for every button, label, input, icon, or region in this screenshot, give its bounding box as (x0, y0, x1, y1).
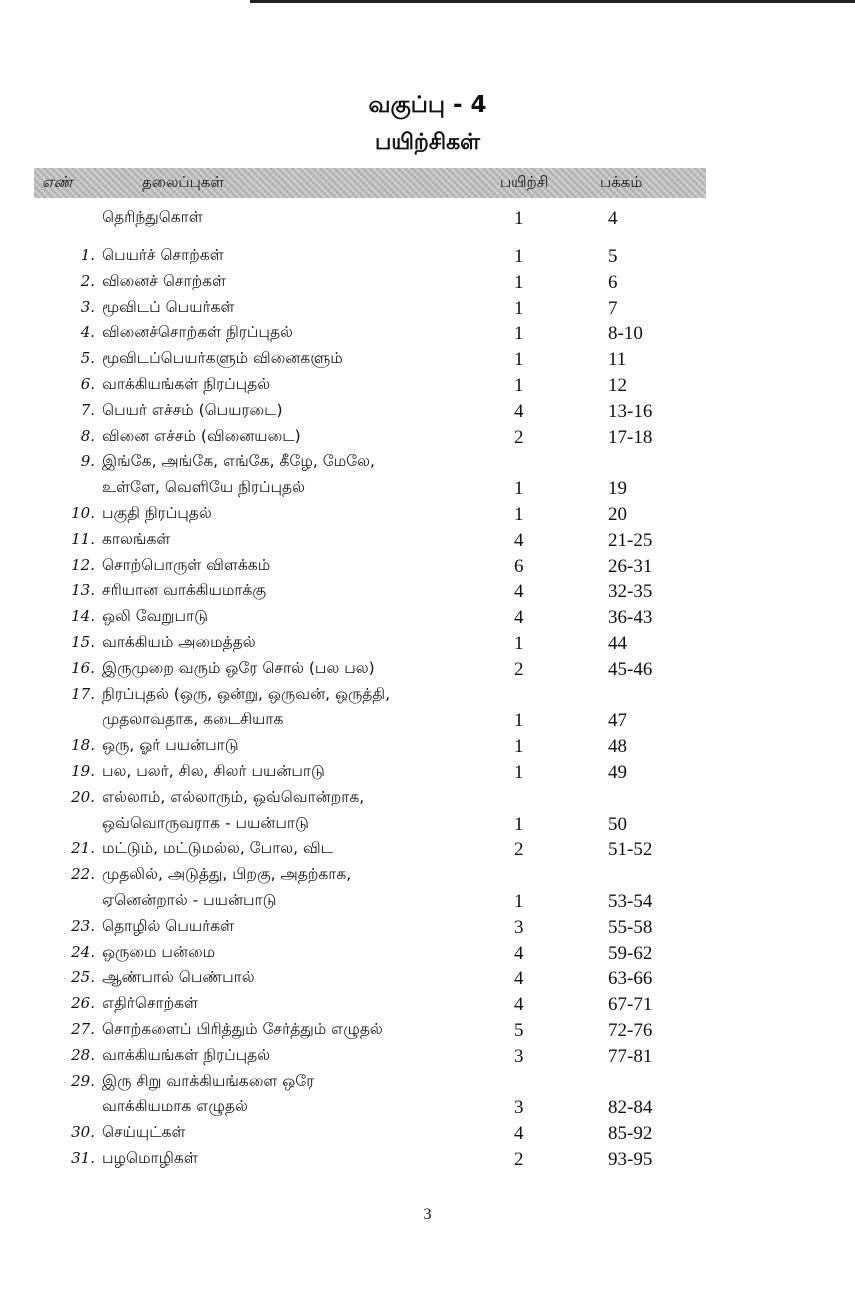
row-topic: மட்டும், மட்டுமல்ல, போல, விட (102, 839, 334, 858)
row-number: 20. (71, 787, 95, 806)
row-page: 50 (608, 813, 627, 835)
row-exercise-count: 2 (514, 1149, 524, 1170)
row-page: 85-92 (608, 1123, 653, 1145)
row-exercise-count: 1 (514, 762, 524, 783)
row-exercise-count: 1 (514, 710, 524, 732)
row-topic: நிரப்புதல் (ஒரு, ஒன்று, ஒருவன், ஒருத்தி, (102, 684, 391, 703)
row-topic: வாக்கியம் அமைத்தல் (102, 633, 256, 651)
row-number: 25. (71, 968, 95, 987)
row-exercise-count: 6 (514, 555, 524, 577)
row-number: 5. (80, 349, 95, 368)
row-number: 28. (71, 1045, 95, 1064)
row-number: 14. (71, 607, 95, 626)
row-number: 8. (80, 426, 95, 445)
row-exercise-count: 4 (514, 581, 524, 603)
row-page: 63-66 (608, 968, 653, 990)
row-topic: ஏனென்றால் - பயன்பாடு (102, 891, 277, 909)
row-topic: வினைச் சொற்கள் (102, 271, 227, 290)
row-exercise-count: 2 (514, 426, 524, 448)
row-exercise-count: 1 (514, 504, 524, 525)
row-exercise-count: 4 (514, 1123, 524, 1145)
row-page: 53-54 (608, 891, 653, 912)
row-topic: எல்லாம், எல்லாரும், ஒவ்வொன்றாக, (102, 787, 365, 806)
row-number: 19. (71, 762, 95, 780)
header-topic: தலைப்புகள் (142, 173, 224, 191)
row-number: 11. (71, 529, 95, 548)
header-page: பக்கம் (600, 173, 643, 191)
row-number: 13. (71, 581, 95, 600)
row-page: 48 (608, 736, 627, 758)
row-number: 21. (71, 839, 95, 858)
row-topic: தொழில் பெயர்கள் (102, 916, 235, 935)
row-exercise-count: 4 (514, 529, 524, 551)
top-border-line (250, 0, 855, 3)
row-exercise-count: 4 (514, 994, 524, 1016)
row-page: 17-18 (608, 426, 653, 448)
row-exercise-count: 1 (514, 297, 524, 319)
row-exercise-count: 4 (514, 400, 524, 422)
row-exercise-count: 1 (514, 813, 524, 835)
row-number: 15. (71, 633, 95, 651)
row-topic: சொற்களைப் பிரித்தும் சேர்த்தும் எழுதல் (102, 1020, 383, 1038)
row-page: 72-76 (608, 1020, 653, 1041)
row-page: 45-46 (608, 658, 653, 680)
row-page: 67-71 (608, 994, 653, 1016)
row-number: 29. (71, 1071, 95, 1090)
row-topic: எதிர்சொற்கள் (102, 994, 199, 1013)
row-topic: பகுதி நிரப்புதல் (102, 504, 212, 522)
row-exercise-count: 1 (514, 323, 524, 345)
row-topic: முதலாவதாக, கடைசியாக (102, 710, 284, 729)
row-topic: இருமுறை வரும் ஒரே சொல் (பல பல) (102, 658, 375, 677)
row-page: 6 (608, 271, 618, 293)
row-page: 21-25 (608, 529, 653, 551)
row-exercise-count: 3 (514, 1097, 524, 1119)
row-exercise-count: 1 (514, 736, 524, 758)
page-title: வகுப்பு - 4 (368, 92, 487, 118)
row-number: 30. (71, 1123, 95, 1142)
row-topic: வினைச்சொற்கள் நிரப்புதல் (102, 323, 293, 342)
row-topic: ஆண்பால் பெண்பால் (102, 968, 255, 987)
row-topic: பெயர் எச்சம் (பெயரடை) (102, 400, 283, 419)
row-exercise-count: 1 (514, 633, 524, 654)
row-topic: பெயர்ச் சொற்கள் (102, 246, 224, 264)
row-page: 13-16 (608, 400, 653, 422)
row-number: 3. (80, 297, 95, 316)
row-page: 4 (608, 208, 618, 229)
row-page: 32-35 (608, 581, 653, 603)
row-page: 11 (608, 349, 627, 371)
row-page: 44 (608, 633, 627, 654)
row-topic: உள்ளே, வெளியே நிரப்புதல் (102, 478, 306, 497)
row-topic: ஒலி வேறுபாடு (102, 607, 208, 626)
row-topic: சொற்பொருள் விளக்கம் (102, 555, 271, 574)
row-number: 2. (80, 271, 95, 290)
row-exercise-count: 4 (514, 942, 524, 964)
row-topic: மூவிடப் பெயர்கள் (102, 297, 235, 316)
row-page: 19 (608, 478, 627, 500)
row-exercise-count: 2 (514, 658, 524, 680)
page-number: 3 (423, 1206, 432, 1223)
row-page: 5 (608, 246, 618, 267)
row-number: 26. (71, 994, 95, 1013)
row-page: 12 (608, 375, 627, 396)
row-page: 7 (608, 297, 618, 319)
row-exercise-count: 1 (514, 891, 524, 912)
row-page: 8-10 (608, 323, 643, 345)
row-exercise-count: 3 (514, 1045, 524, 1067)
row-page: 51-52 (608, 839, 653, 861)
row-page: 49 (608, 762, 627, 783)
row-topic: ஒரு, ஓர் பயன்பாடு (102, 736, 239, 755)
table-header (34, 168, 706, 198)
row-page: 47 (608, 710, 627, 732)
row-page: 36-43 (608, 607, 653, 629)
row-exercise-count: 4 (514, 607, 524, 629)
row-page: 26-31 (608, 555, 653, 577)
row-number: 31. (71, 1149, 95, 1167)
page-subtitle: பயிற்சிகள் (374, 130, 481, 155)
header-exercise: பயிற்சி (500, 173, 549, 191)
row-exercise-count: 3 (514, 916, 524, 938)
row-number: 7. (80, 400, 95, 419)
row-page: 77-81 (608, 1045, 653, 1067)
row-topic: முதலில், அடுத்து, பிறகு, அதற்காக, (102, 865, 352, 884)
row-exercise-count: 2 (514, 839, 524, 861)
row-topic: இங்கே, அங்கே, எங்கே, கீழே, மேலே, (102, 452, 375, 471)
row-exercise-count: 1 (514, 271, 524, 293)
row-topic: ஒருமை பன்மை (102, 942, 216, 961)
row-topic: காலங்கள் (102, 529, 171, 548)
row-number: 10. (71, 504, 95, 522)
row-number: 23. (71, 916, 95, 935)
row-topic: செய்யுட்கள் (102, 1123, 186, 1142)
row-page: 55-58 (608, 916, 653, 938)
row-number: 17. (71, 684, 95, 703)
row-topic: வாக்கியங்கள் நிரப்புதல் (102, 1045, 271, 1064)
row-page: 20 (608, 504, 627, 525)
row-page: 82-84 (608, 1097, 653, 1119)
row-number: 16. (71, 658, 95, 677)
row-topic: ஒவ்வொருவராக - பயன்பாடு (102, 813, 309, 832)
row-number: 6. (80, 375, 95, 393)
row-number: 27. (71, 1020, 95, 1038)
row-number: 12. (71, 555, 95, 574)
row-number: 24. (71, 942, 95, 961)
row-topic: வாக்கியங்கள் நிரப்புதல் (102, 375, 271, 393)
row-number: 18. (71, 736, 95, 755)
row-topic: இரு சிறு வாக்கியங்களை ஒரே (102, 1071, 315, 1090)
row-topic: பழமொழிகள் (102, 1149, 198, 1167)
row-topic: வாக்கியமாக எழுதல் (102, 1097, 248, 1116)
row-topic: பல, பலர், சில, சிலர் பயன்பாடு (102, 762, 325, 780)
row-exercise-count: 1 (514, 208, 524, 229)
header-number: எண் (42, 173, 73, 191)
row-exercise-count: 4 (514, 968, 524, 990)
row-number: 1. (80, 246, 95, 264)
row-page: 93-95 (608, 1149, 653, 1170)
row-exercise-count: 1 (514, 478, 524, 500)
row-exercise-count: 1 (514, 246, 524, 267)
row-number: 4. (80, 323, 95, 342)
row-number: 22. (71, 865, 95, 884)
row-topic: தெரிந்துகொள் (102, 208, 203, 226)
row-exercise-count: 5 (514, 1020, 524, 1041)
row-topic: சரியான வாக்கியமாக்கு (102, 581, 267, 600)
row-topic: வினை எச்சம் (வினையடை) (102, 426, 301, 445)
row-page: 59-62 (608, 942, 653, 964)
row-number: 9. (80, 452, 95, 471)
row-exercise-count: 1 (514, 349, 524, 371)
row-topic: மூவிடப்பெயர்களும் வினைகளும் (102, 349, 343, 368)
row-exercise-count: 1 (514, 375, 524, 396)
